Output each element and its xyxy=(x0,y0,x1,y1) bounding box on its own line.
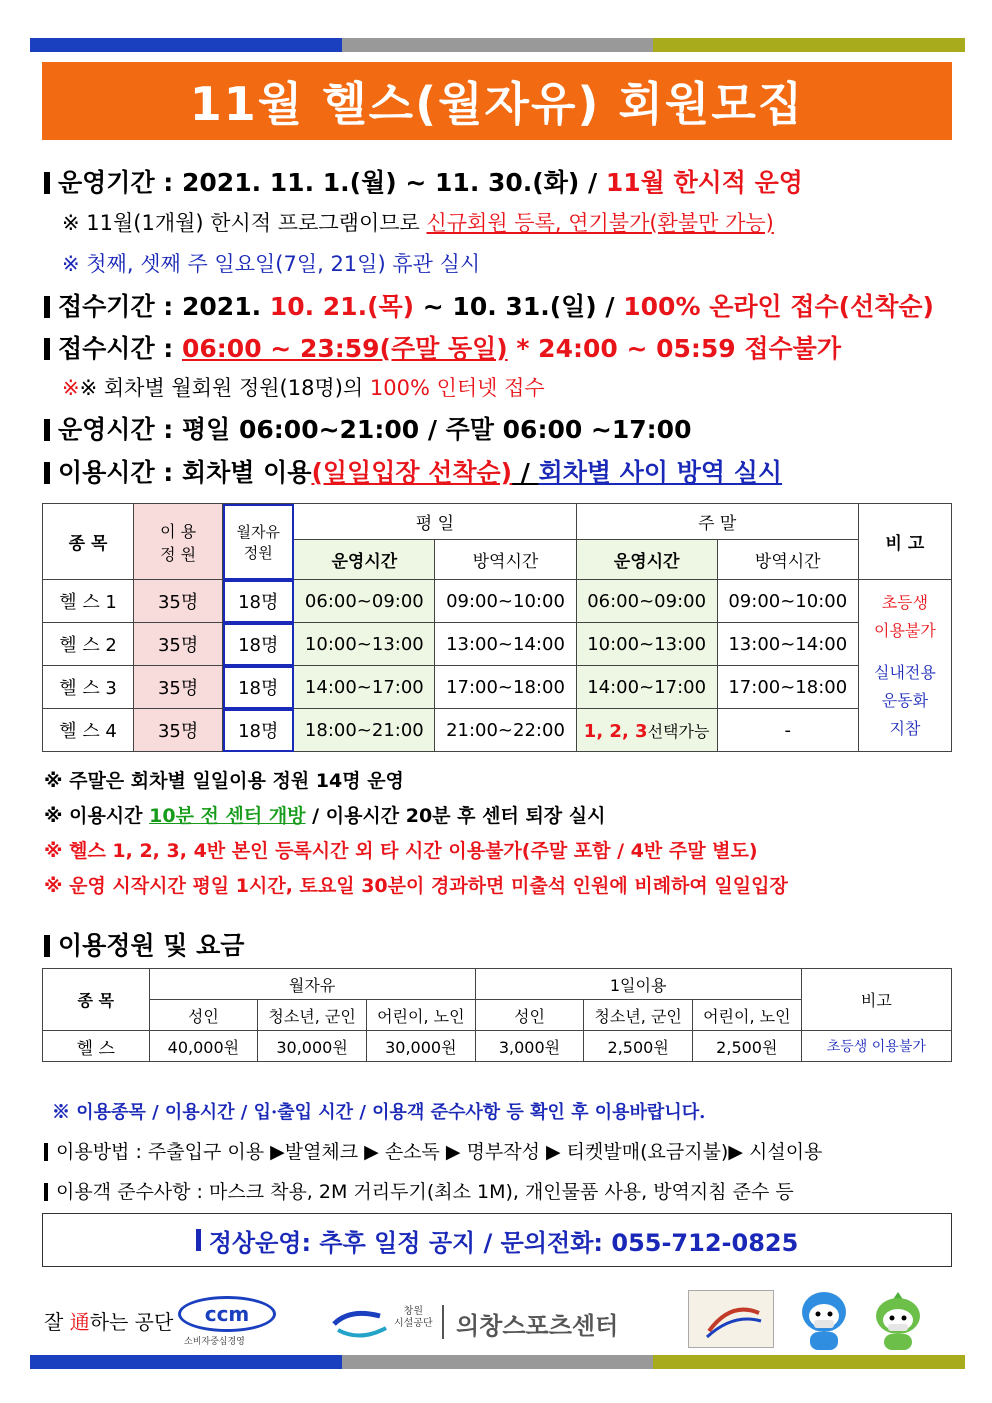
th-item: 종 목 xyxy=(43,504,134,580)
ccm-sub: 소비자중심경영 xyxy=(184,1337,245,1347)
table-row: 헬 스 1 35명 18명 06:00~09:00 09:00~10:00 06:00~09:00 09:00~10:00 초등생 이용불가 실내전용 운동화 지참 xyxy=(43,580,952,623)
th-wd-dis: 방역시간 xyxy=(435,540,576,580)
use-time-line: 이용시간 : 회차별 이용(일일입장 선착순) / 회차별 사이 방역 실시 xyxy=(44,453,782,489)
guide-note: ※ 이용종목 / 이용시간 / 입·출입 시간 / 이용객 준수사항 등 확인 후 이용바랍니다. xyxy=(52,1102,706,1123)
fee-th-item: 종 목 xyxy=(43,969,150,1031)
corp-name: 창원 시설공단 xyxy=(394,1306,433,1329)
remark-cell xyxy=(858,580,951,752)
fee-th-daily: 1일이용 xyxy=(475,969,801,1000)
table-row: 헬 스 40,000원 30,000원 30,000원 3,000원 2,500원 2,500원 초등생 이용불가 xyxy=(43,1031,952,1062)
center-name: 의창스포츠센터 xyxy=(456,1312,619,1340)
fee-th-remark: 비고 xyxy=(801,969,951,1031)
fee-section-title: 이용정원 및 요금 xyxy=(44,926,244,962)
fee-th-monthly: 월자유 xyxy=(149,969,475,1000)
top-stripe xyxy=(30,38,965,52)
fee-table: 종 목 월자유 1일이용 비고 성인 청소년, 군인 어린이, 노인 성인 청소년, 군인 어린이, 노인 헬 스 40,000원 30,000원 30,000원 3,000원 2,500원 2,500원 초등생 이용불가 xyxy=(42,968,952,1062)
schedule-table xyxy=(42,503,952,752)
footer-contact: 정상운영: 추후 일정 공지 / 문의전화: 055-712-0825 xyxy=(42,1213,952,1267)
reg-time-line: 접수시간 : 06:00 ~ 23:59(주말 동일) * 24:00 ~ 05:59 접수불가 xyxy=(44,329,841,365)
note-3: ※※ 회차별 월회원 정원(18명)의 100% 인터넷 접수 xyxy=(62,376,545,400)
th-weekday: 평 일 xyxy=(294,504,576,540)
remark-blue: 실내전용 운동화 지참 xyxy=(874,662,936,738)
table-row: 헬 스 2 35명 18명 10:00~13:00 13:00~14:00 10:00~13:00 13:00~14:00 xyxy=(43,623,952,666)
note-daily: ※ 운영 시작시간 평일 1시간, 토요일 30분이 경과하면 미출석 인원에 비례하여 일일입장 xyxy=(44,875,788,897)
th-remark: 비 고 xyxy=(858,504,951,580)
th-weekend: 주 말 xyxy=(576,504,858,540)
th-monthly: 월자유 정원 xyxy=(223,504,294,580)
remark-red: 초등생 이용불가 xyxy=(874,592,936,640)
guide-rules: 이용객 준수사항 : 마스크 착용, 2M 거리두기(최소 1M), 개인물품 사용, 방역지침 준수 등 xyxy=(44,1177,794,1204)
th-wd-op: 운영시간 xyxy=(294,540,435,580)
page-title: 11월 헬스(월자유) 회원모집 xyxy=(42,62,952,140)
mascot-blue-icon xyxy=(790,1288,858,1354)
note-weekend: ※ 주말은 회차별 일일이용 정원 14명 운영 xyxy=(44,770,404,792)
th-we-op: 운영시간 xyxy=(576,540,717,580)
bottom-stripe xyxy=(30,1355,965,1369)
op-hours-line: 운영시간 : 평일 06:00~21:00 / 주말 06:00 ~17:00 xyxy=(44,410,691,446)
corp-logo-icon xyxy=(330,1308,392,1338)
certification-badge-icon xyxy=(688,1290,774,1348)
slogan: 잘 通하는 공단 xyxy=(44,1310,174,1334)
note-restrict: ※ 헬스 1, 2, 3, 4반 본인 등록시간 외 타 시간 이용불가(주말 포함 / 4반 주말 별도) xyxy=(44,840,758,862)
guide-method: 이용방법 : 주출입구 이용 ▶발열체크 ▶ 손소독 ▶ 명부작성 ▶ 티켓발매(요금지불)▶ 시설이용 xyxy=(44,1137,822,1164)
note-2: ※ 첫째, 셋째 주 일요일(7일, 21일) 휴관 실시 xyxy=(62,252,481,276)
th-capacity: 이 용 정 원 xyxy=(134,504,223,580)
th-we-dis: 방역시간 xyxy=(717,540,858,580)
table-row: 헬 스 4 35명 18명 18:00~21:00 21:00~22:00 1, 2, 3선택가능 - xyxy=(43,709,952,752)
mascot-green-icon xyxy=(864,1288,932,1354)
note-1: ※ 11월(1개월) 한시적 프로그램이므로 신규회원 등록, 연기불가(환불만 가능) xyxy=(62,211,774,235)
ccm-logo: ccm xyxy=(178,1296,276,1332)
logo-divider xyxy=(442,1305,444,1339)
note-open: ※ 이용시간 10분 전 센터 개방 / 이용시간 20분 후 센터 퇴장 실시 xyxy=(44,805,606,827)
period-line: 운영기간 : 2021. 11. 1.(월) ~ 11. 30.(화) / 11월 한시적 운영 xyxy=(44,163,803,199)
table-row: 헬 스 3 35명 18명 14:00~17:00 17:00~18:00 14:00~17:00 17:00~18:00 xyxy=(43,666,952,709)
reg-period-line: 접수기간 : 2021. 10. 21.(목) ~ 10. 31.(일) / 100% 온라인 접수(선착순) xyxy=(44,287,934,323)
